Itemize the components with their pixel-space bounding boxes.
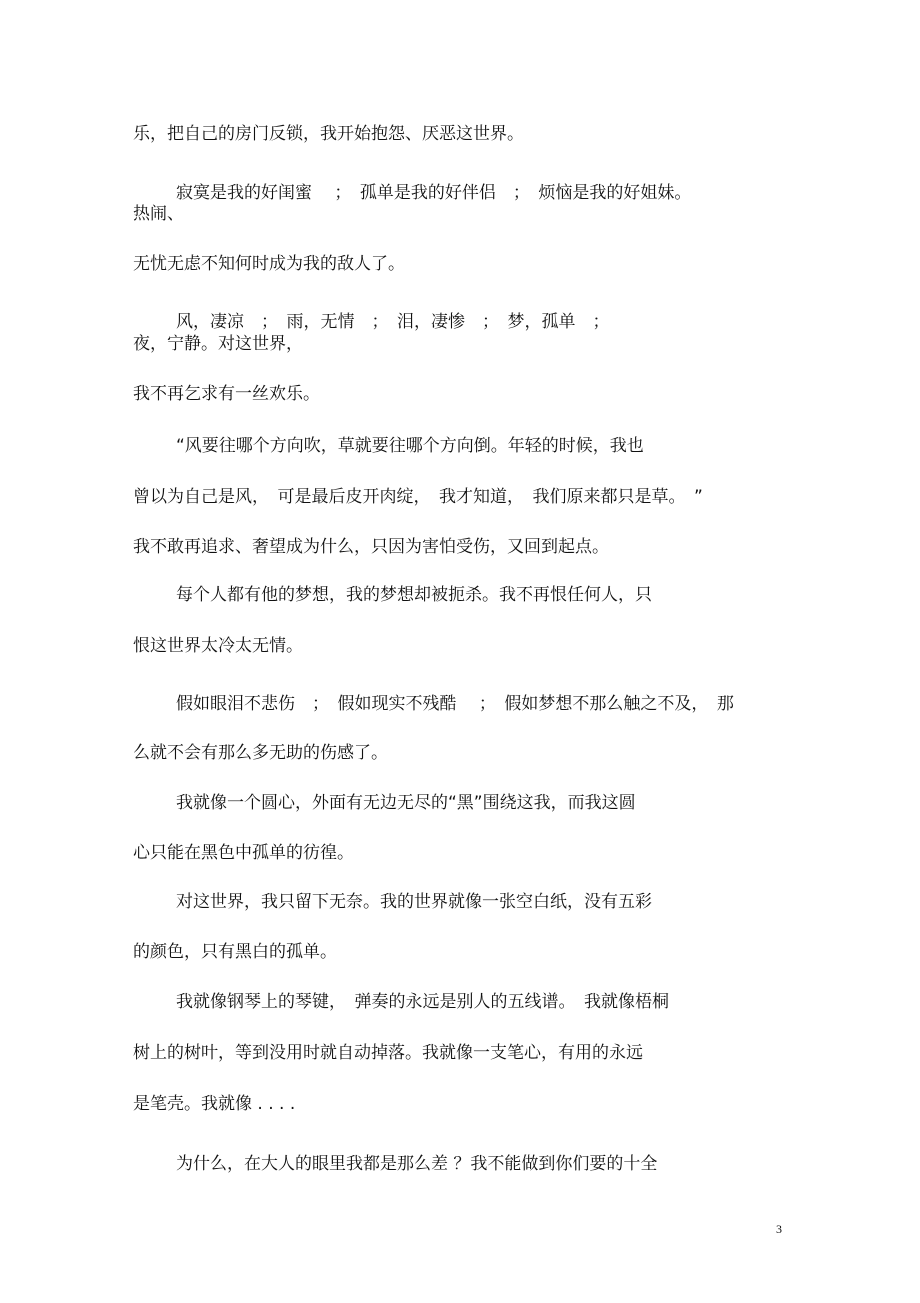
- text-line: 热闹、: [133, 204, 184, 224]
- text-line: 的颜色，只有黑白的孤单。: [133, 942, 337, 962]
- text-line: 我就像钢琴上的琴键， 弹奏的永远是别人的五线谱。 我就像梧桐: [176, 992, 669, 1012]
- text-line: 无忧无虑不知何时成为我的敌人了。: [133, 254, 405, 274]
- text-line: 寂寞是我的好闺蜜 ； 孤单是我的好伴侣 ； 烦恼是我的好姐妹。: [176, 183, 692, 203]
- text-line: 我不敢再追求、奢望成为什么，只因为害怕受伤，又回到起点。: [133, 537, 609, 557]
- text-line: 么就不会有那么多无助的伤感了。: [133, 743, 388, 763]
- text-line: 每个人都有他的梦想，我的梦想却被扼杀。我不再恨任何人，只: [176, 585, 652, 605]
- text-line: 树上的树叶，等到没用时就自动掉落。我就像一支笔心，有用的永远: [133, 1043, 643, 1063]
- text-line: “风要往哪个方向吹，草就要往哪个方向倒。年轻的时候，我也: [176, 436, 644, 456]
- text-line: 我不再乞求有一丝欢乐。: [133, 384, 320, 404]
- text-line: 为什么，在大人的眼里我都是那么差 ？我不能做到你们要的十全: [176, 1154, 658, 1174]
- text-line: 心只能在黑色中孤单的彷徨。: [133, 843, 354, 863]
- text-line: 是笔壳。我就像 . . . .: [133, 1094, 296, 1114]
- text-line: 曾以为自己是风， 可是最后皮开肉绽， 我才知道， 我们原来都只是草。 ”: [133, 487, 703, 507]
- text-line: 恨这世界太冷太无情。: [133, 636, 303, 656]
- text-line: 对这世界，我只留下无奈。我的世界就像一张空白纸，没有五彩: [176, 892, 652, 912]
- text-line: 我就像一个圆心，外面有无边无尽的“黑”围绕这我，而我这圆: [176, 793, 636, 813]
- page-number: 3: [776, 1222, 782, 1236]
- text-line: 夜，宁静。对这世界，: [133, 334, 303, 354]
- text-line: 风，凄凉 ； 雨，无情 ； 泪，凄惨 ； 梦，孤单 ；: [176, 312, 610, 332]
- text-line: 乐，把自己的房门反锁，我开始抱怨、厌恶这世界。: [133, 124, 524, 144]
- text-line: 假如眼泪不悲伤 ； 假如现实不残酷 ； 假如梦想不那么触之不及， 那: [176, 694, 734, 714]
